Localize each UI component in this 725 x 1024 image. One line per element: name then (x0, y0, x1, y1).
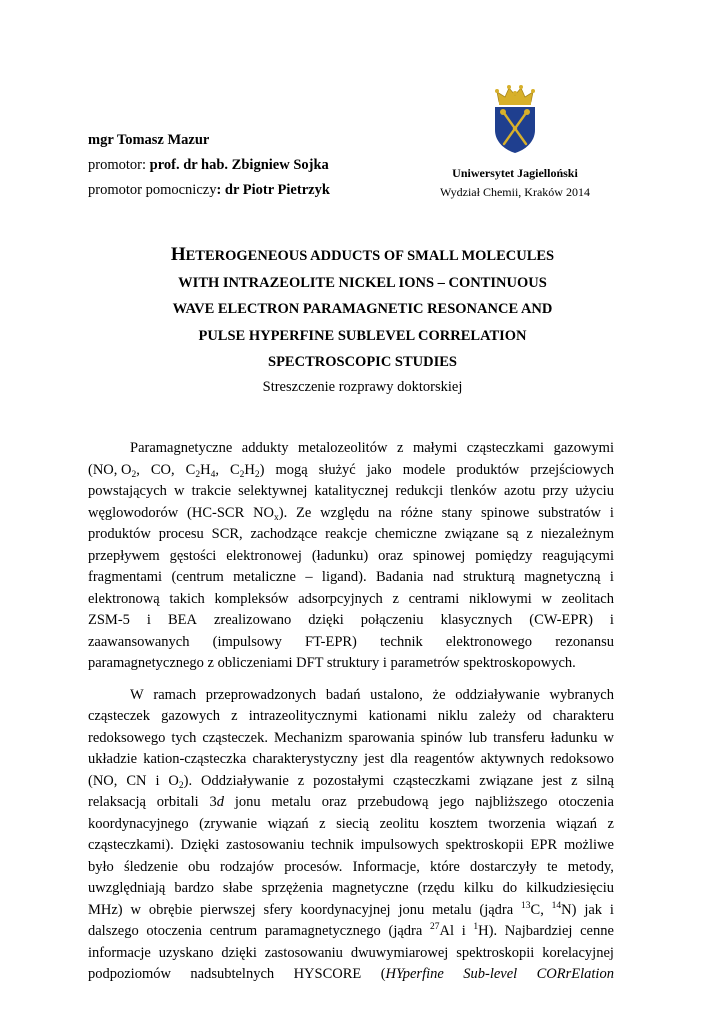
word: (NO, (88, 772, 118, 789)
word: trakcie (191, 483, 232, 499)
word: spinowe (481, 504, 530, 521)
word: strukturą (463, 569, 515, 585)
word: tworzenia (488, 815, 546, 832)
title-line-2: WITH INTRAZEOLITE NICKEL IONS – CONTINUOUS (178, 274, 547, 291)
word: z (571, 772, 578, 789)
word: do (502, 880, 518, 896)
word: substratów (538, 504, 602, 521)
word: paramagnetycznego (264, 923, 381, 939)
text-line (88, 438, 614, 460)
word: silną (586, 772, 614, 789)
word: z (526, 526, 533, 542)
word: mogą (275, 461, 308, 478)
word: otoczenia (558, 794, 614, 810)
text-line (88, 589, 614, 611)
word: rezonansu (555, 633, 614, 650)
promoter-label: promotor: (88, 157, 150, 173)
word: zeolitach (561, 590, 614, 607)
word: z (396, 440, 404, 456)
promoter-line (88, 153, 330, 178)
word: orbitali (156, 794, 199, 810)
word: kationami (368, 708, 427, 724)
title-line-1: ETEROGENEOUS ADDUCTS OF SMALL MOLECULES (185, 248, 555, 264)
university-info (420, 164, 610, 202)
word: charakterystyczny (252, 751, 358, 767)
word: cząsteczkami (466, 440, 545, 456)
word: zastosowaniu (226, 837, 305, 853)
author-block (88, 128, 330, 203)
word: produktów (88, 526, 151, 542)
word: śledzenie (123, 858, 178, 875)
word: połączeniu (360, 612, 424, 628)
word: metalu (432, 901, 472, 918)
word: służyć (318, 461, 356, 478)
word: fragmentami (88, 569, 163, 585)
word: W (130, 686, 144, 703)
word: impulsowych (360, 837, 439, 853)
text-line (88, 481, 614, 503)
word: z (319, 815, 326, 832)
text-line (88, 567, 614, 589)
word: CN (126, 772, 147, 789)
word: zrealizowano (213, 612, 292, 628)
word: użyciu (575, 483, 614, 499)
word: dwuwymiarowej (350, 944, 449, 961)
word: BEA (167, 612, 197, 628)
title-line-5: SPECTROSCOPIC STUDIES (268, 354, 457, 370)
word: słabe (222, 880, 253, 896)
word: katalitycznej (314, 483, 389, 499)
word-group: $^1$H). (473, 922, 498, 939)
text-line (88, 546, 614, 568)
word: jego (439, 794, 465, 810)
word: sprzężenia (261, 880, 323, 896)
word: magnetyczne (332, 880, 409, 896)
word: sfery (263, 901, 293, 918)
word: (ładunku) (311, 547, 369, 564)
word: jonu (398, 901, 425, 918)
word: koordynacyjnego (88, 815, 189, 832)
word: EPR (530, 837, 558, 853)
word: sparowania (348, 729, 415, 746)
word: elektronową (88, 590, 160, 607)
university-name: Uniwersytet Jagielloński (452, 166, 578, 180)
word: i (609, 612, 614, 628)
word: przepływem (88, 547, 160, 564)
word: kosztem (429, 815, 478, 832)
word: kilku (463, 880, 494, 896)
word: cząsteczek (88, 708, 150, 724)
word: było (88, 858, 114, 875)
word: technik (311, 837, 354, 853)
word: elektronowej (226, 547, 302, 564)
word-group: $^{27}$Al (430, 922, 454, 939)
word: uwzględniają (88, 880, 166, 896)
word: adsorpcyjnych (298, 590, 383, 607)
word: magnetyczną (524, 569, 601, 585)
word: pomiędzy (475, 547, 533, 564)
document-subtitle: Streszczenie rozprawy doktorskiej (262, 379, 463, 395)
word: niklu (437, 708, 468, 724)
word: i (155, 772, 160, 789)
text-line (88, 728, 614, 750)
word: redoksowo (550, 751, 614, 767)
word: elektronowego (445, 633, 533, 650)
word: technik (380, 633, 423, 650)
word: Najbardziej (504, 923, 573, 939)
assistant-name: : dr Piotr Pietrzyk (216, 182, 330, 198)
word: w (541, 590, 552, 607)
word: oraz (321, 794, 347, 810)
word: zeolitu (379, 815, 420, 832)
title-line-3: WAVE ELECTRON PARAMAGNETIC RESONANCE AND (172, 301, 553, 317)
text-line (88, 610, 614, 632)
text-line (88, 943, 614, 965)
text-line (88, 460, 614, 482)
word: informacje (88, 944, 151, 961)
word: metalu (271, 794, 311, 810)
word: CORrElation (536, 966, 614, 982)
word: małymi (412, 440, 458, 456)
faculty-line: Wydział Chemii, Kraków 2014 (440, 185, 590, 199)
word: na (378, 504, 392, 521)
word-group: (NO, $O_2$, (88, 461, 140, 480)
word: Paramagnetyczne (130, 440, 233, 456)
text-line (88, 771, 614, 793)
word: nadsubtelnych (190, 966, 275, 982)
word: różne (400, 504, 433, 521)
word: zachodzące (250, 526, 318, 542)
word: SCR, (211, 526, 243, 542)
word: zaawansowanych (88, 633, 190, 650)
word: procesu (158, 526, 204, 542)
word: oddziaływanie (455, 686, 540, 703)
word: MHz) (88, 901, 123, 918)
word: klasycznych (440, 612, 513, 628)
text-line (88, 857, 614, 879)
word: kation-cząsteczka (143, 751, 247, 767)
word: oraz (378, 547, 404, 564)
word: relaksacją (88, 794, 146, 810)
word: cząsteczek. (202, 729, 268, 746)
title-initial: H (170, 244, 186, 265)
word: węglowodorów (88, 504, 179, 521)
word: ramach (153, 686, 197, 703)
word: (zrywanie (199, 815, 258, 832)
word: reagentów (414, 751, 475, 767)
title-line-4: PULSE HYPERFINE SUBLEVEL CORRELATION (198, 327, 527, 344)
word: cząsteczkami). (88, 837, 174, 853)
word: korelacyjnej (542, 944, 614, 961)
word: HYSCORE (293, 966, 362, 982)
word: charakteru (552, 708, 614, 724)
word: tych (171, 729, 197, 746)
text-line-last: paramagnetycznego z obliczeniami DFT struktury i parametrów spektroskopowych. (88, 655, 576, 671)
word: i (609, 569, 614, 585)
word: metaliczne (233, 569, 296, 585)
word: dalszego (88, 923, 139, 939)
word: metody, (567, 858, 614, 875)
word: bardzo (174, 880, 214, 896)
word: transferu (493, 729, 545, 746)
word: pierwszej (200, 901, 256, 918)
word: w (130, 901, 141, 918)
word: (CW-EPR) (529, 612, 593, 628)
word: produktów (456, 461, 520, 478)
word: ZSM-5 (88, 612, 130, 628)
word: takich (169, 590, 205, 607)
word: modele (402, 461, 446, 478)
assistant-promoter-line (88, 178, 330, 203)
word: (impulsowy (212, 633, 282, 650)
word: z (231, 708, 238, 724)
word: spinów (420, 729, 463, 746)
word: i (146, 612, 151, 628)
word: selektywnej (238, 483, 308, 499)
word: obrębie (148, 901, 193, 918)
word: Oddziaływanie (201, 772, 289, 789)
word: otoczenia (146, 923, 202, 939)
text-line (88, 524, 614, 546)
word: uzyskano (158, 944, 214, 961)
word: reakcje (325, 526, 368, 542)
word: centrami (408, 590, 460, 607)
text-line (88, 878, 614, 900)
word: gazowych (161, 708, 220, 724)
word: kompleksów (214, 590, 289, 607)
word: lub (468, 729, 488, 746)
word: układzie (88, 751, 138, 767)
word: wybranych (549, 686, 614, 703)
text-line (88, 503, 614, 525)
word: Sub-level (463, 966, 518, 982)
word: koordynacyjnej (300, 901, 391, 918)
word: przy (542, 483, 569, 499)
word: badań (325, 686, 361, 703)
word: w (603, 729, 614, 746)
word: jonu (234, 794, 261, 810)
word: spektroskopii (445, 837, 524, 853)
word: że (432, 686, 446, 703)
word: względu (320, 504, 370, 521)
text-line (88, 685, 614, 707)
word-group: $^{14}$N) (551, 900, 577, 918)
word: CO, (150, 461, 175, 478)
word-group: $C_2H_4$, (185, 461, 219, 480)
word: addukty (241, 440, 289, 456)
word: te (547, 858, 558, 875)
word-group: $NO_x$). (253, 504, 288, 523)
abstract-body (88, 438, 614, 986)
word: centrum (209, 923, 258, 939)
word: redukcji (395, 483, 444, 499)
word: związane (444, 526, 499, 542)
word: (rzędu (417, 880, 455, 896)
word-group: (HYperfine (380, 966, 444, 982)
word: tlenków (450, 483, 497, 499)
word: i (461, 923, 466, 939)
word: redoksowego (88, 729, 166, 746)
word: ligand). (321, 569, 367, 585)
word: nad (432, 569, 454, 585)
word: rodzajów (220, 858, 274, 875)
word: spinowej (412, 547, 466, 564)
word: dzięki (308, 612, 344, 628)
text-line (88, 814, 614, 836)
word: jest (363, 751, 385, 767)
word: pozostałymi (313, 772, 385, 789)
word: obu (188, 858, 210, 875)
text-line (88, 900, 614, 922)
word: siecią (336, 815, 370, 832)
text-line (88, 706, 614, 728)
word: możliwe (563, 837, 614, 853)
word: najbliższego (475, 794, 548, 810)
word: (jądra (479, 901, 514, 918)
word: jako (366, 461, 392, 478)
word: wiązań (267, 815, 309, 832)
word: gazowymi (553, 440, 614, 456)
text-line (88, 792, 614, 814)
word: cząsteczkami (392, 772, 471, 789)
word: które (430, 858, 460, 875)
crown-icon (495, 85, 535, 105)
word: i (609, 504, 614, 521)
word-group: $O_2$). (168, 772, 193, 791)
word: (jądra (388, 923, 423, 939)
thesis-title (120, 242, 605, 376)
word: przejściowych (530, 461, 614, 478)
word: procesów. (284, 858, 343, 875)
word: aktywnych (480, 751, 545, 767)
text-line (88, 749, 614, 771)
word-group: $C_2H_2$) (229, 461, 265, 480)
word: intrazeolitycznymi (248, 708, 358, 724)
word: z (392, 590, 399, 607)
word: zastosowaniu (264, 944, 343, 961)
word: przeprowadzonych (205, 686, 317, 703)
word: cenne (580, 923, 614, 939)
promoter-name: prof. dr hab. Zbigniew Sojka (149, 157, 329, 173)
word: Ze (296, 504, 312, 521)
word: Mechanizm (274, 729, 343, 746)
word: i (609, 901, 614, 918)
text-line (88, 835, 614, 857)
word: w (174, 483, 185, 499)
word-group: 3d (209, 794, 225, 810)
word: FT-EPR) (305, 633, 357, 650)
word: Dzięki (180, 837, 220, 853)
word: dostarczyły (470, 858, 537, 875)
word: są (506, 526, 519, 542)
word: podpoziomów (88, 966, 171, 982)
word: (centrum (171, 569, 224, 585)
word: od (527, 708, 542, 724)
word: chemiczne (374, 526, 437, 542)
word: stany (441, 504, 473, 521)
word: wiązań (556, 815, 598, 832)
word: gęstości (169, 547, 217, 564)
word: ustalono, (370, 686, 423, 703)
university-crest-icon (493, 84, 537, 154)
word: jak (584, 901, 603, 918)
text-line (88, 921, 614, 943)
word: metalozeolitów (298, 440, 388, 456)
word: związane (479, 772, 534, 789)
word: niezależnym (540, 526, 614, 542)
word: (HC-SCR (187, 504, 245, 521)
author-name: mgr Tomasz Mazur (88, 132, 210, 148)
word-group: $^{13}$C, (521, 900, 544, 918)
word: reagującymi (542, 547, 614, 564)
word: azotu (503, 483, 536, 499)
word: kilkudziesięciu (526, 880, 614, 896)
assistant-label: promotor pomocniczy (88, 182, 217, 198)
text-line (88, 964, 614, 986)
word: dzięki (221, 944, 257, 961)
word: powstających (88, 483, 167, 499)
word: spektroskopii (456, 944, 535, 961)
word: z (607, 815, 614, 832)
word: zależy (478, 708, 516, 724)
word: Informacje, (352, 858, 420, 875)
word: ładunku (550, 729, 598, 746)
text-line (88, 632, 614, 654)
word: przebudową (357, 794, 429, 810)
word: Badania (375, 569, 424, 585)
word: jest (542, 772, 563, 789)
word: z (297, 772, 305, 789)
word: – (305, 569, 313, 585)
word: niklowymi (468, 590, 532, 607)
word: dla (390, 751, 408, 767)
